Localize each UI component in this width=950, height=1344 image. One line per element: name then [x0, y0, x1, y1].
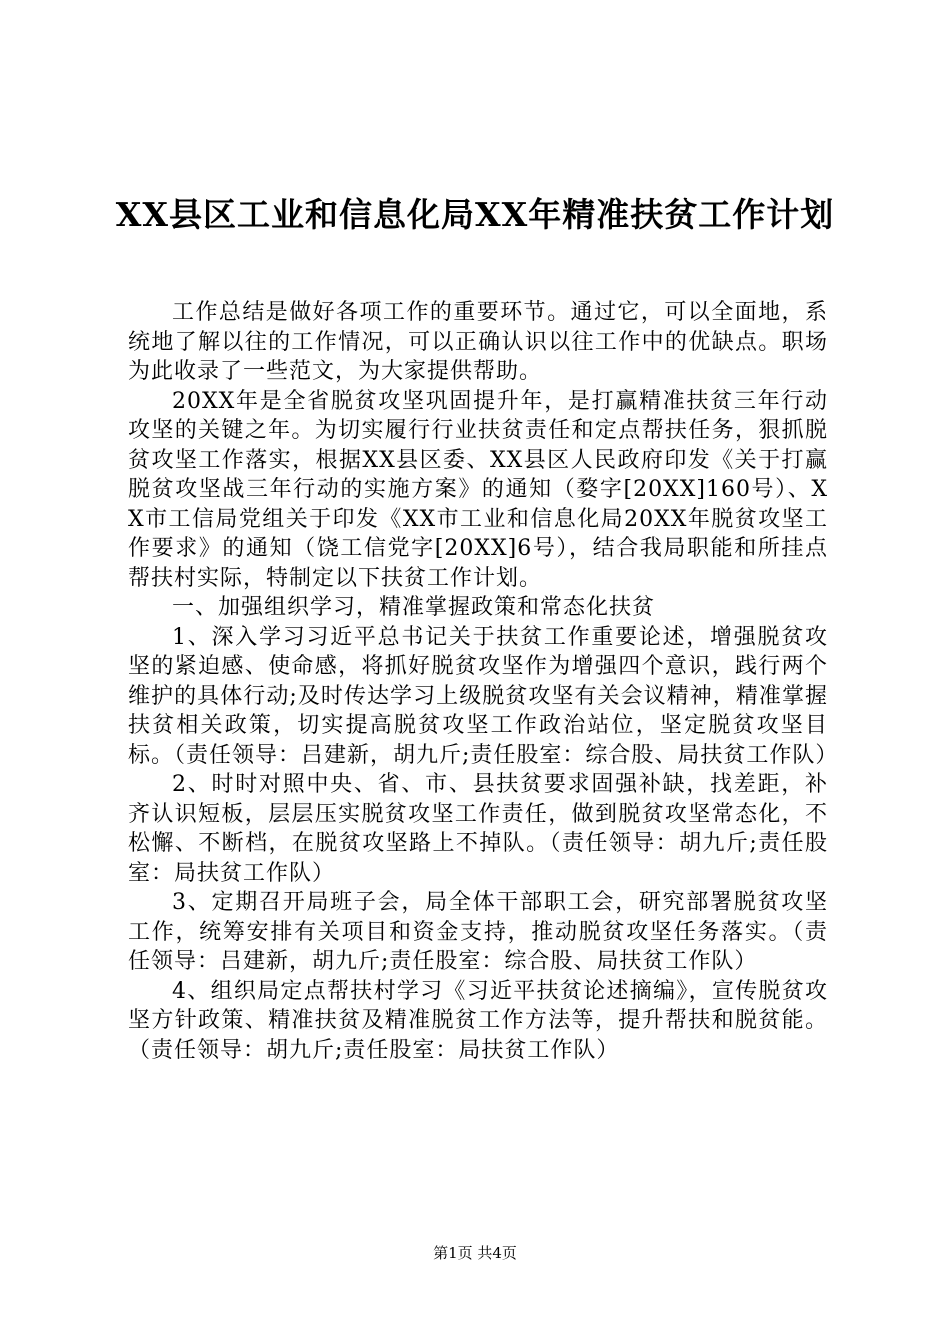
paragraph-background: 20XX年是全省脱贫攻坚巩固提升年，是打赢精准扶贫三年行动攻坚的关键之年。为切实履行行业扶贫责任和定点帮扶任务，狠抓脱贫攻坚工作落实，根据XX县区委、XX县区人民政府印发《关于打赢脱贫攻坚战三年行动的实施方案》的通知（婺字[20XX]160号）、XX市工信局党组关于印发《XX市工业和信息化局20XX年脱贫攻坚工作要求》的通知（饶工信党字[20XX]6号），结合我局职能和所挂点帮扶村实际，特制定以下扶贫工作计划。: [128, 388, 828, 591]
paragraph-item-1: 1、深入学习习近平总书记关于扶贫工作重要论述，增强脱贫攻坚的紧迫感、使命感，将抓好脱贫攻坚作为增强四个意识，践行两个维护的具体行动;及时传达学习上级脱贫攻坚有关会议精神，精准掌握扶贫相关政策，切实提高脱贫攻坚工作政治站位，坚定脱贫攻坚目标。（责任领导：吕建新，胡九斤;责任股室：综合股、局扶贫工作队）: [128, 624, 839, 768]
paragraph-item-2: 2、时时对照中央、省、市、县扶贫要求固强补缺，找差距，补齐认识短板，层层压实脱贫攻坚工作责任，做到脱贫攻坚常态化，不松懈、不断档，在脱贫攻坚路上不掉队。（责任领导：胡九斤;责任股室：局扶贫工作队）: [128, 772, 828, 886]
paragraph-intro: 工作总结是做好各项工作的重要环节。通过它，可以全面地，系统地了解以往的工作情况，可以正确认识以往工作中的优缺点。职场为此收录了一些范文，为大家提供帮助。: [128, 300, 828, 384]
paragraph-item-3: 3、定期召开局班子会，局全体干部职工会，研究部署脱贫攻坚工作，统筹安排有关项目和资金支持，推动脱贫攻坚任务落实。（责任领导：吕建新，胡九斤;责任股室：综合股、局扶贫工作队）: [128, 890, 828, 974]
section-heading-1: 一、加强组织学习，精准掌握政策和常态化扶贫: [172, 595, 656, 620]
page-footer: 第1页 共4页: [433, 1244, 517, 1262]
document-body: [128, 298, 839, 1065]
document-title: XX县区工业和信息化局XX年精准扶贫工作计划: [115, 195, 835, 234]
paragraph-item-4: 4、组织局定点帮扶村学习《习近平扶贫论述摘编》，宣传脱贫攻坚方针政策、精准扶贫及精准脱贫工作方法等，提升帮扶和脱贫能。（责任领导：胡九斤;责任股室：局扶贫工作队）: [128, 978, 828, 1063]
